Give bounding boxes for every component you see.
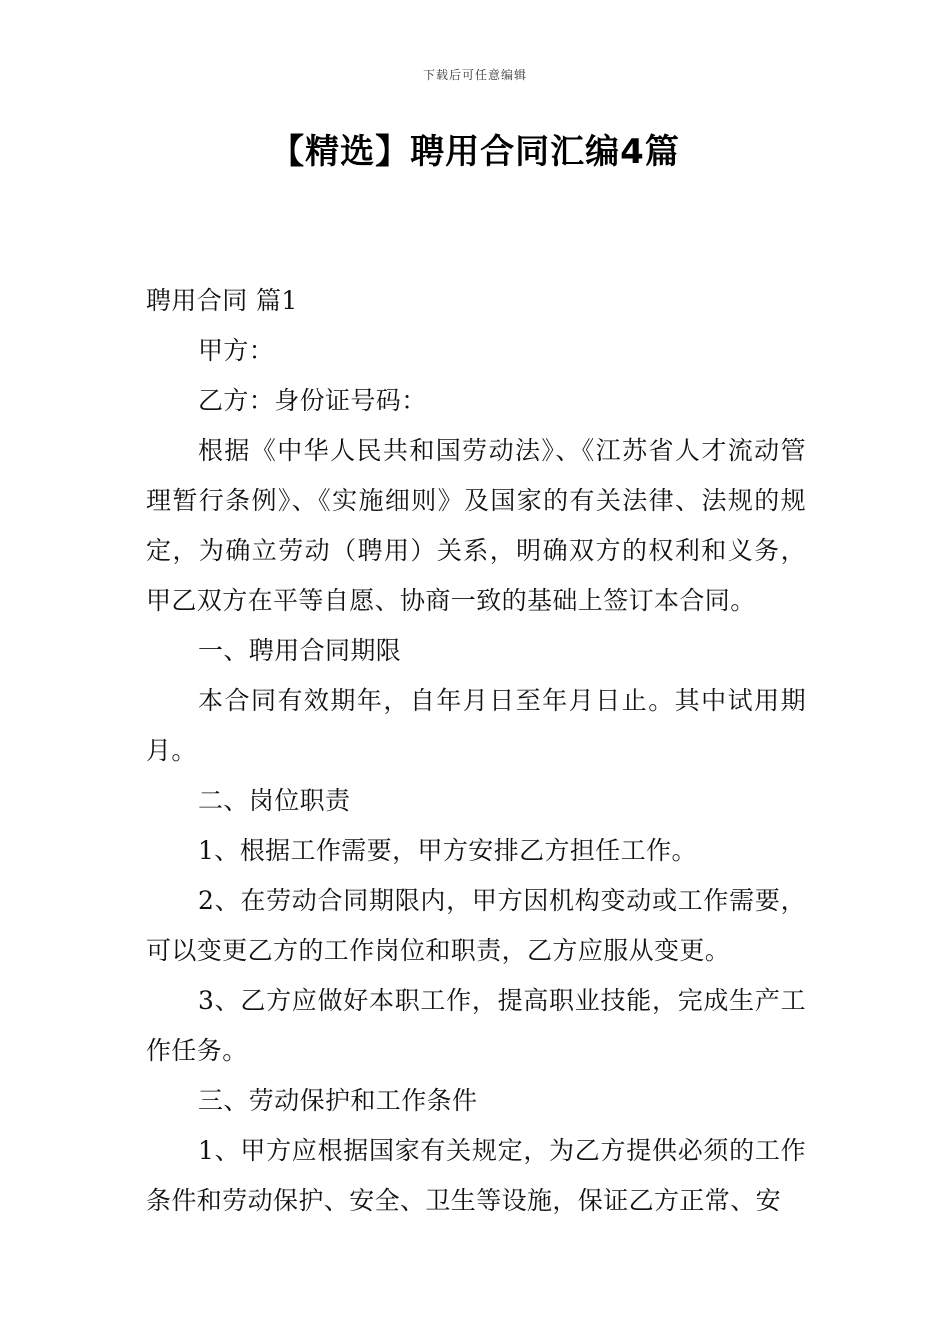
clause-paragraph: 本合同有效期年，自年月日至年月日止。其中试用期月。 — [146, 686, 806, 765]
clause-heading-protection: 三、劳动保护和工作条件 — [198, 1086, 478, 1115]
party-b-line: 乙方：身份证号码： — [198, 386, 427, 415]
clause-paragraph: 1、甲方应根据国家有关规定，为乙方提供必须的工作条件和劳动保护、安全、卫生等设施，保证乙方正常、安 — [146, 1136, 806, 1215]
clause-heading-term: 一、聘用合同期限 — [198, 636, 402, 665]
section-heading: 聘用合同 篇1 — [146, 286, 298, 315]
document-title: 【精选】聘用合同汇编4篇 — [270, 132, 680, 172]
clause-paragraph: 3、乙方应做好本职工作，提高职业技能，完成生产工作任务。 — [146, 986, 806, 1065]
document-body — [146, 276, 806, 1226]
clause-paragraph: 1、根据工作需要，甲方安排乙方担任工作。 — [198, 836, 697, 865]
party-a-line: 甲方： — [198, 336, 275, 365]
header-note: 下载后可任意编辑 — [422, 68, 527, 82]
clause-heading-duties: 二、岗位职责 — [198, 786, 351, 815]
clause-paragraph: 2、在劳动合同期限内，甲方因机构变动或工作需要，可以变更乙方的工作岗位和职责，乙方应服从变更。 — [146, 886, 806, 965]
preamble-paragraph: 根据《中华人民共和国劳动法》、《江苏省人才流动管理暂行条例》、《实施细则》及国家的有关法律、法规的规定，为确立劳动（聘用）关系，明确双方的权利和义务，甲乙双方在平等自愿、协商一致的基础上签订本合同。 — [146, 436, 806, 615]
